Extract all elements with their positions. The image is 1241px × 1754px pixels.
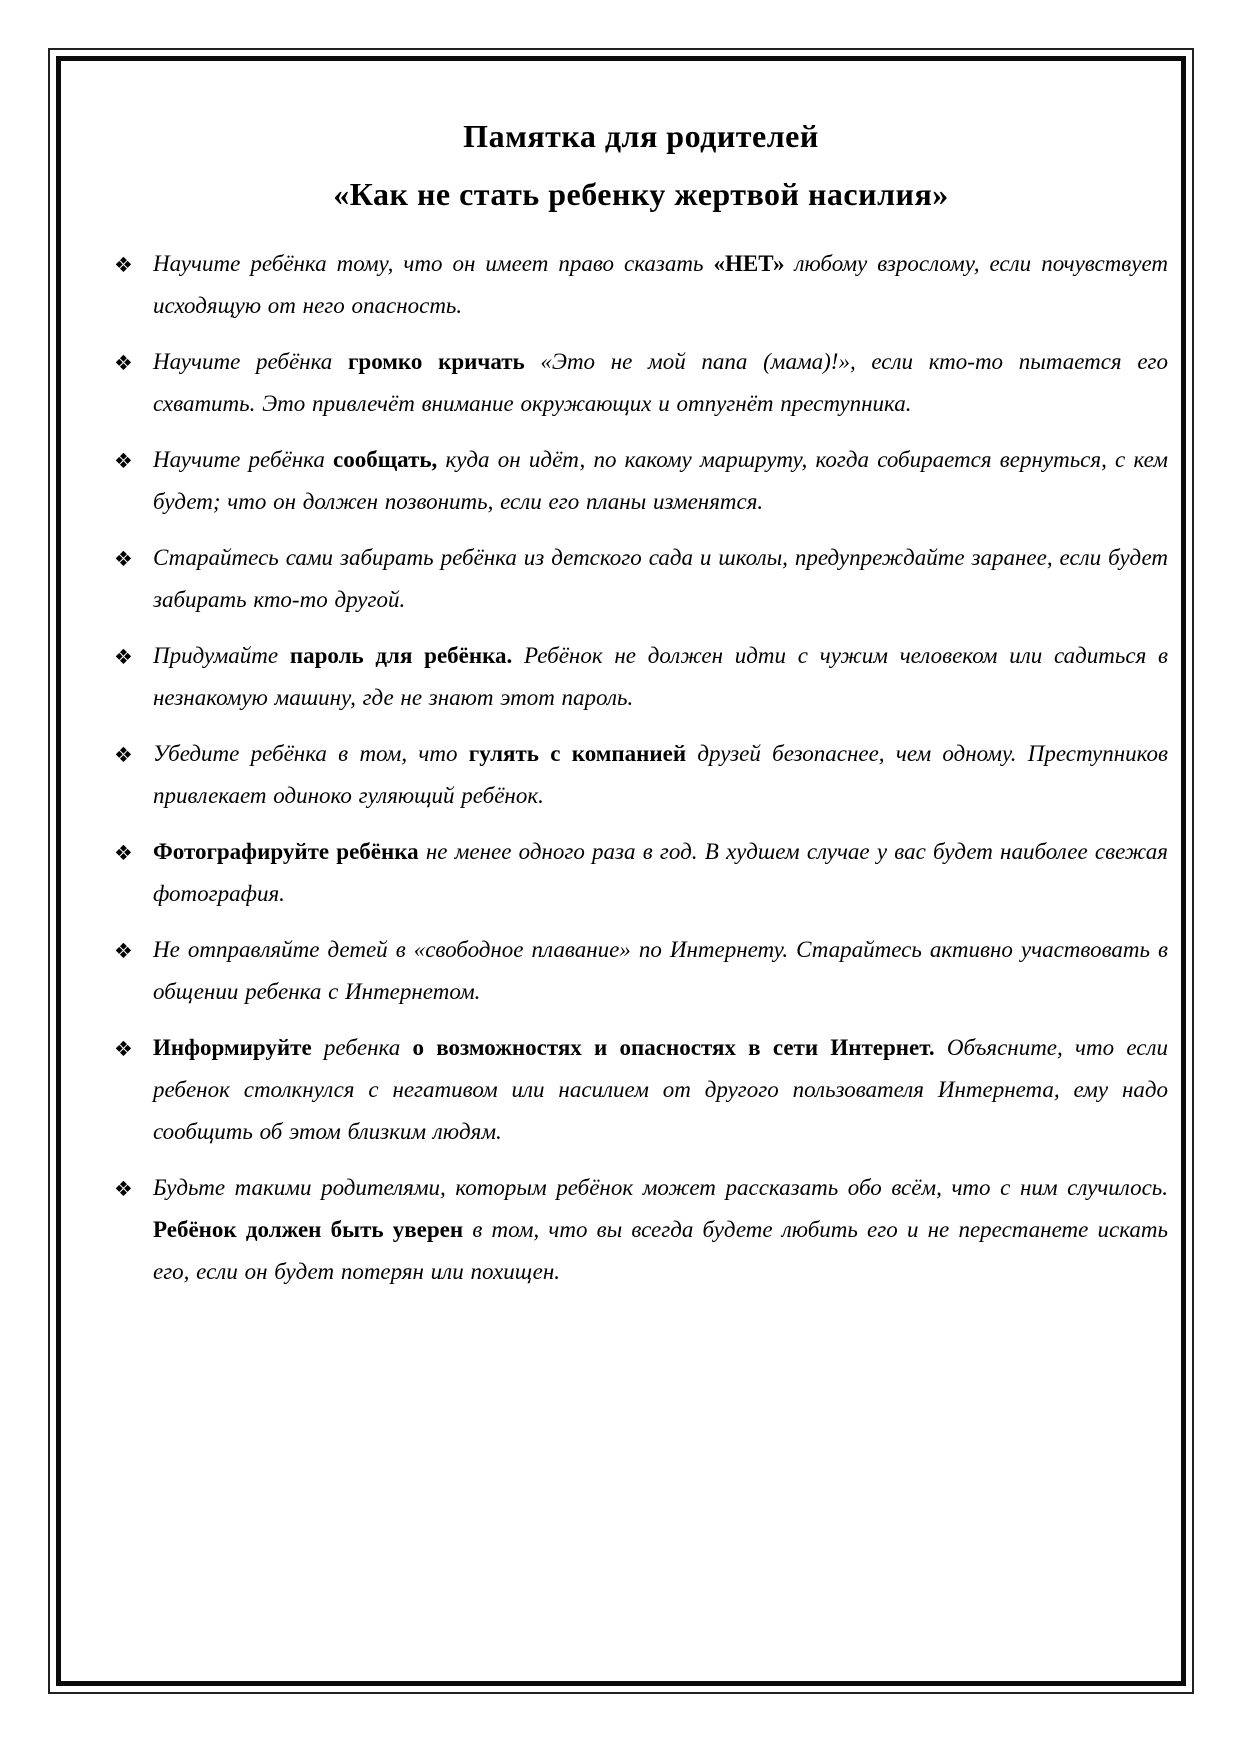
list-item	[114, 635, 1168, 719]
body-text: Объясните, что если ребенок столкнулся с негативом или насилием от другого пользователя Интернета, ему надо сообщить об этом близким людям.	[153, 1034, 1168, 1144]
emphasis-text: Информируйте	[153, 1034, 312, 1060]
list-item	[114, 831, 1168, 915]
bullet-icon: ❖	[114, 350, 133, 375]
bullet-icon: ❖	[114, 448, 133, 473]
document-subtitle: «Как не стать ребенку жертвой насилия»	[333, 175, 949, 212]
tips-list	[114, 243, 1168, 1293]
list-item	[114, 537, 1168, 621]
outer-border	[48, 48, 1194, 1694]
body-text: Не отправляйте детей в «свободное плавание» по Интернету. Старайтесь активно участвовать в общении ребенка с Интернетом.	[153, 936, 1168, 1004]
body-text: не менее одного раза в год. В худшем случае у вас будет наиболее свежая фотография.	[153, 838, 1168, 906]
body-text: Старайтесь сами забирать ребёнка из детского сада и школы, предупреждайте заранее, если будет забирать кто-то другой.	[153, 544, 1168, 612]
body-text: Научите ребёнка	[153, 348, 348, 374]
document-content	[61, 61, 1181, 1681]
body-text: Придумайте	[153, 642, 290, 668]
body-text: Убедите ребёнка в том, что	[153, 740, 469, 766]
inner-border	[56, 56, 1186, 1686]
bullet-icon: ❖	[114, 1176, 133, 1201]
emphasis-text: сообщать,	[333, 446, 438, 472]
list-item	[114, 929, 1168, 1013]
bullet-icon: ❖	[114, 742, 133, 767]
list-item	[114, 1167, 1168, 1293]
body-text: ребенка	[311, 1034, 413, 1060]
body-text: в том, что вы всегда будете любить его и не перестанете искать его, если он будет потерян или похищен.	[153, 1216, 1168, 1284]
emphasis-text: гулять с компанией	[468, 740, 687, 766]
body-text: «Это не мой папа (мама)!», если кто-то пытается его схватить. Это привлечёт внимание окружающих и отпугнёт преступника.	[153, 348, 1168, 416]
body-text: Будьте такими родителями, которым ребёнок может рассказать обо всём, что с ним случилось.	[153, 1174, 1168, 1200]
emphasis-text: Ребёнок должен быть уверен	[153, 1216, 464, 1242]
body-text: Ребёнок не должен идти с чужим человеком или садиться в незнакомую машину, где не знают этот пароль.	[153, 642, 1169, 710]
emphasis-text: пароль для ребёнка.	[289, 642, 513, 668]
bullet-icon: ❖	[114, 252, 133, 277]
bullet-icon: ❖	[114, 1036, 133, 1061]
document-title: Памятка для родителей	[463, 118, 819, 154]
body-text: друзей безопаснее, чем одному. Преступников привлекает одиноко гуляющий ребёнок.	[153, 740, 1169, 808]
list-item	[114, 341, 1168, 425]
body-text: куда он идёт, по какому маршруту, когда собирается вернуться, с кем будет; что он должен позвонить, если его планы изменятся.	[153, 446, 1168, 514]
body-text: любому взрослому, если почувствует исходящую от него опасность.	[153, 250, 1168, 318]
list-item	[114, 439, 1168, 523]
body-text: Научите ребёнка тому, что он имеет право сказать	[153, 250, 714, 276]
emphasis-text: Фотографируйте ребёнка	[153, 838, 419, 864]
emphasis-text: «НЕТ»	[713, 250, 785, 276]
bullet-icon: ❖	[114, 546, 133, 571]
emphasis-text: громко кричать	[347, 348, 525, 374]
bullet-icon: ❖	[114, 840, 133, 865]
list-item	[114, 733, 1168, 817]
bullet-icon: ❖	[114, 938, 133, 963]
emphasis-text: о возможностях и опасностях в сети Интернет.	[412, 1034, 935, 1060]
list-item	[114, 243, 1168, 327]
bullet-icon: ❖	[114, 644, 133, 669]
list-item	[114, 1027, 1168, 1153]
body-text: Научите ребёнка	[153, 446, 334, 472]
